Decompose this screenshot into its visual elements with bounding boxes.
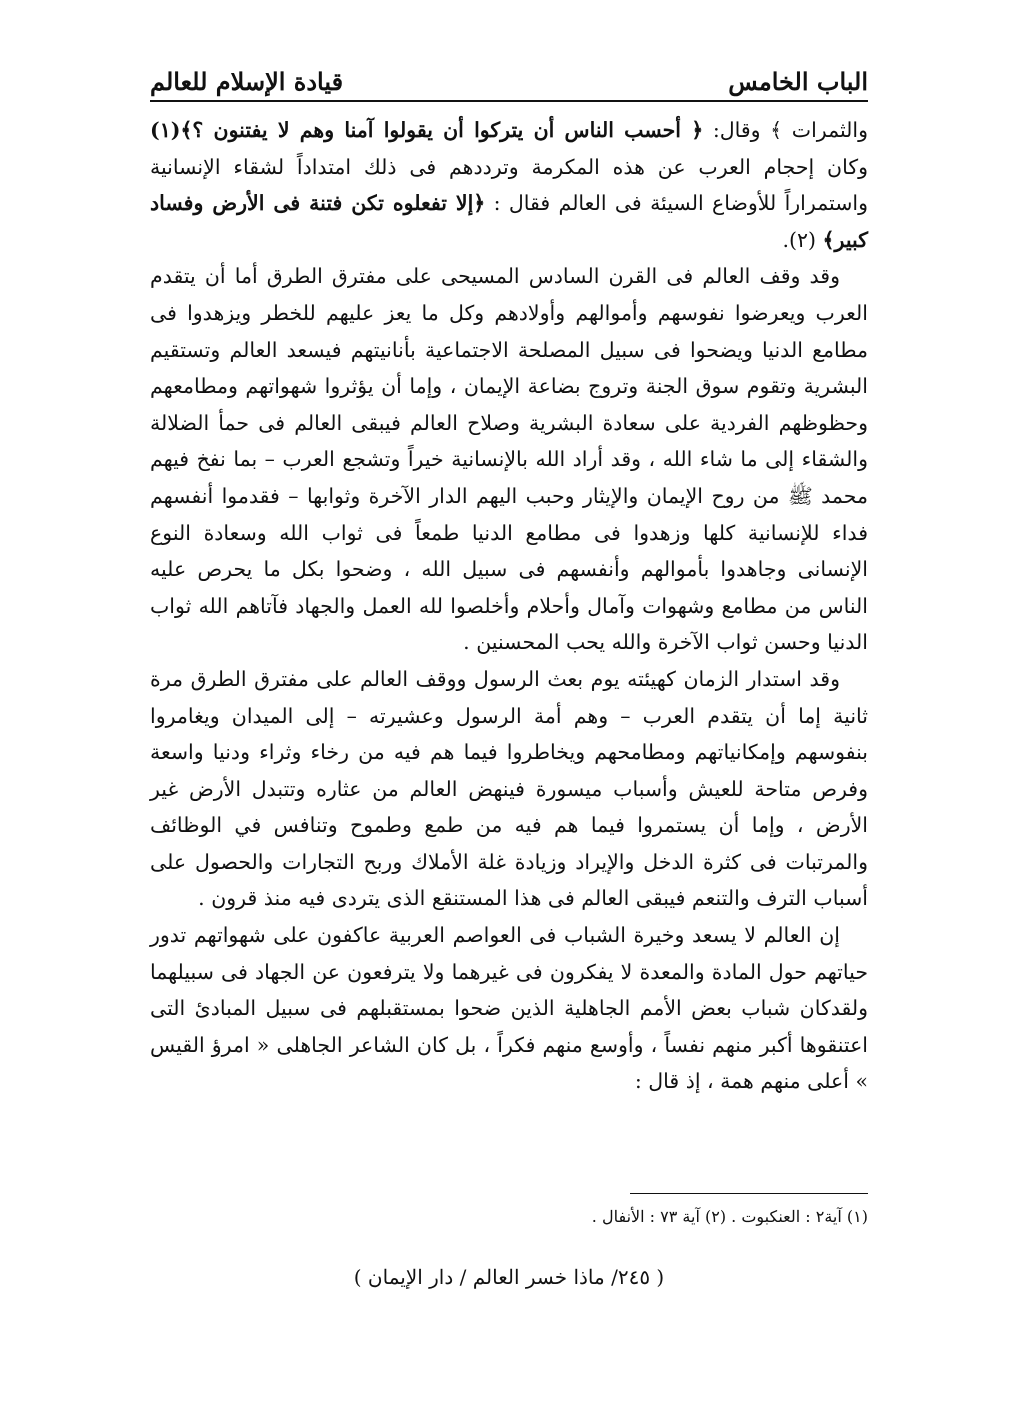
footnote-divider [630, 1193, 868, 1194]
book-title: قيادة الإسلام للعالم [150, 67, 344, 96]
paragraph-1 [150, 112, 868, 258]
quran-verse-1: ﴿ أحسب الناس أن يتركوا أن يقولوا آمنا وهم لا يفتنون ؟﴾(١) [150, 118, 704, 142]
quran-verse-2: ﴿إلا تفعلوه تكن فتنة فى الأرض وفساد كبير﴾ [150, 191, 868, 252]
paragraph-3: وقد استدار الزمان كهيئته يوم بعث الرسول ووقف العالم على مفترق الطرق مرة ثانية إما أن يتقدم العرب – وهم أمة الرسول وعشيرته – إلى الميدان ويغامروا بنفوسهم وإمكانياتهم ومطامحهم ويخاطروا فيما هم فيه من رخاء وثراء ودنيا واسعة وفرص متاحة للعيش وأسباب ميسورة فينهض العالم من عثاره وتتبدل الأرض غير الأرض ، وإما أن يستمروا فيما هم فيه من طمع وطموح وتنافس في الوظائف والمرتبات فى كثرة الدخل والإيراد وزيادة غلة الأملاك وربح التجارات والحصول على أسباب الترف والتنعم فيبقى العالم فى هذا المستنقع الذى يتردى فيه منذ قرون . [150, 666, 868, 911]
running-header [150, 56, 868, 96]
main-text [150, 112, 868, 1100]
chapter-title: الباب الخامس [728, 67, 868, 96]
footnote: (١) آية٢ : العنكبوت . (٢) آية ٧٣ : الأنفال . [591, 1207, 868, 1226]
paragraph-1-rest: وكان إحجام العرب عن هذه المكرمة وترددهم فى ذلك امتداداً لشقاء الإنسانية واستمراراً للأوضاع السيئة فى العالم فقال : [150, 154, 869, 216]
header-divider [150, 100, 868, 102]
paragraph-1-tail: (٢). [782, 227, 823, 252]
paragraph-4: إن العالم لا يسعد وخيرة الشباب فى العواصم العربية عاكفون على شهواتهم تدور حياتهم حول المادة والمعدة لا يفكرون فى غيرهما ولا يترفعون عن الجهاد فى سبيلهما ولقدكان شباب بعض الأمم الجاهلية الذين ضحوا بمستقبلهم فى سبيل المبادئ التى اعتنقوها أكبر منهم نفساً ، وأوسع منهم فكراً ، بل كان الشاعر الجاهلى « امرؤ القيس » أعلى منهم همة ، إذ قال : [150, 923, 868, 1094]
paragraph-2: وقد وقف العالم فى القرن السادس المسيحى على مفترق الطرق أما أن يتقدم العرب ويعرضوا نفوسهم وأموالهم وأولادهم وكل ما يعز عليهم للخطر ويزهدوا فى مطامع الدنيا ويضحوا فى سبيل المصلحة الاجتماعية بأنانيتهم فيسعد العالم وتستقيم البشرية وتقوم سوق الجنة وتروج بضاعة الإيمان ، وإما أن يؤثروا شهواتهم ومطامعهم وحظوظهم الفردية على سعادة البشرية وصلاح العالم فيبقى العالم فى حمأ الضلالة والشقاء إلى ما شاء الله ، وقد أراد الله بالإنسانية خيراً وتشجع العرب – بما نفخ فيهم محمد ﷺ من روح الإيمان والإيثار وحبب اليهم الدار الآخرة وثوابها – فقدموا أنفسهم فداء للإنسانية كلها وزهدوا فى مطامع الدنيا طمعاً فى ثواب الله وسعادة النوع الإنسانى وجاهدوا بأموالهم وأنفسهم فى سبيل الله ، وضحوا بكل ما يحرص عليه الناس من مطامع وشهوات وآمال وأحلام وأخلصوا لله العمل والجهاد فآتاهم الله ثواب الدنيا وحسن ثواب الآخرة والله يحب المحسنين . [150, 264, 868, 655]
paragraph-1-lead: والثمرات ﴾ وقال: [703, 118, 868, 142]
page-footer: ( ٢٤٥/ ماذا خسر العالم / دار الإيمان ) [353, 1265, 665, 1289]
